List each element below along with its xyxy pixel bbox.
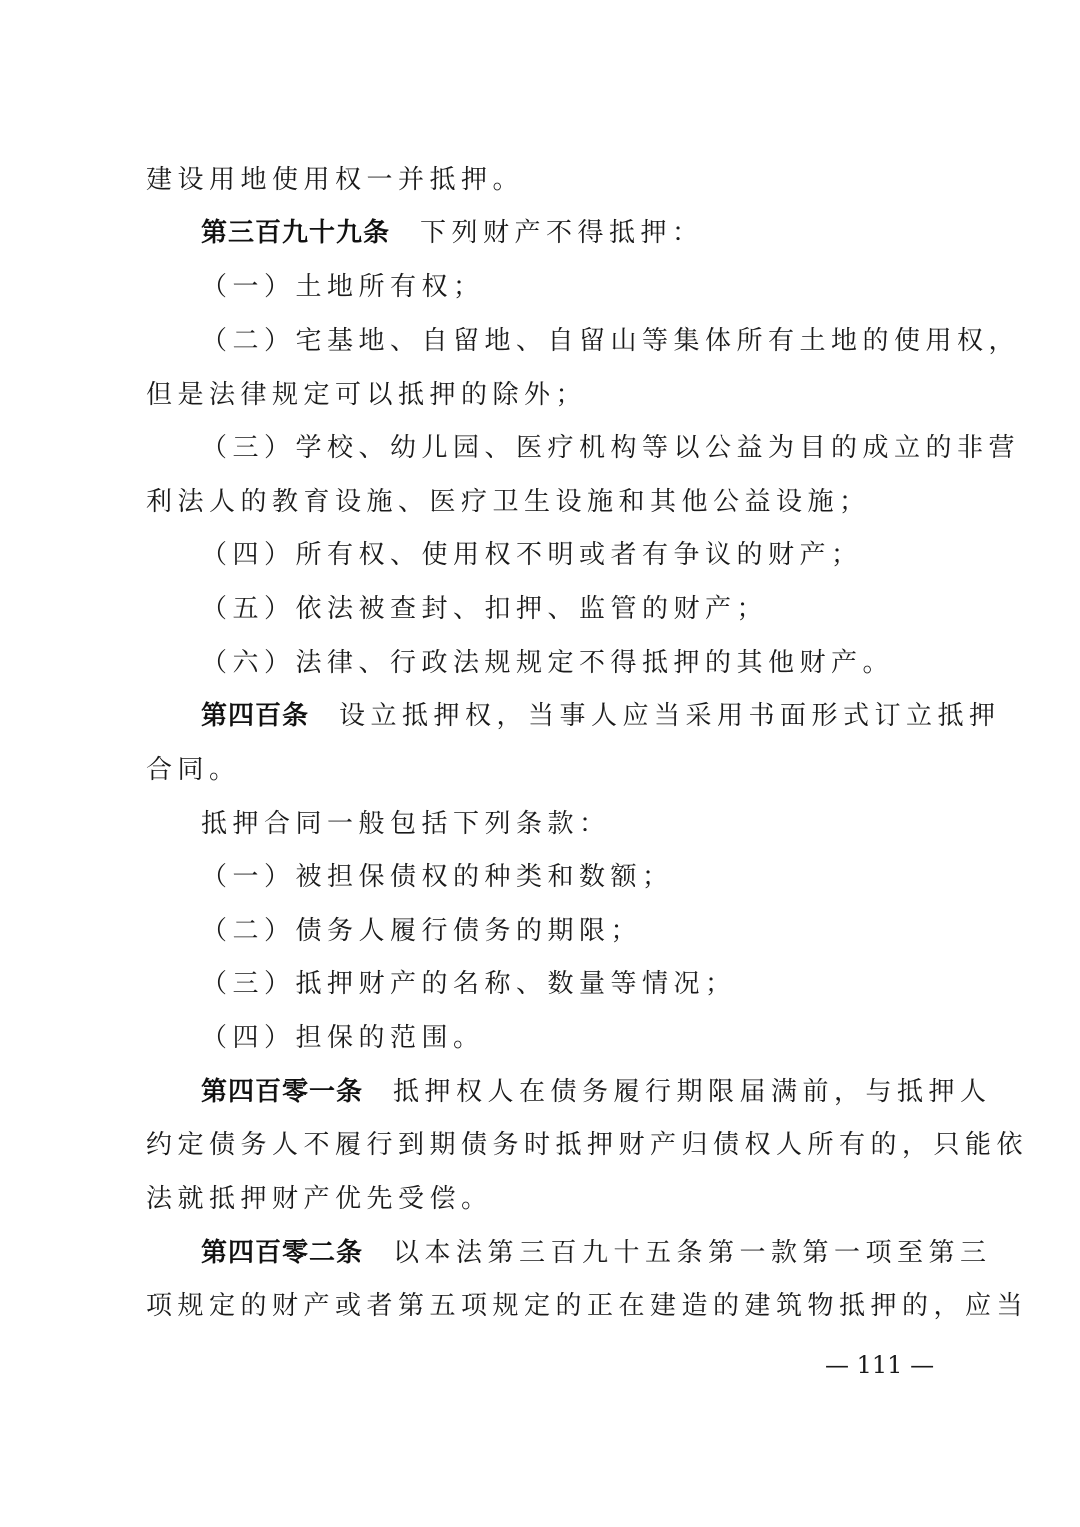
line-text: 但是法律规定可以抵押的除外；	[146, 380, 588, 410]
article-line	[201, 689, 1001, 743]
line-text: 项规定的财产或者第五项规定的正在建造的建筑物抵押的，应当	[146, 1291, 1029, 1321]
text-line	[201, 1011, 1001, 1065]
article-line	[201, 206, 1001, 260]
line-text: 设立抵押权，当事人应当采用书面形式订立抵押	[339, 701, 1001, 731]
article-line	[201, 1226, 1001, 1280]
line-text: （三）抵押财产的名称、数量等情况；	[201, 969, 737, 999]
page-number: — 111 —	[825, 1351, 935, 1379]
text-line	[146, 368, 946, 422]
text-line	[201, 314, 1021, 368]
line-text: （四）担保的范围。	[201, 1023, 485, 1053]
line-text: （六）法律、行政法规规定不得抵押的其他财产。	[201, 648, 895, 678]
text-line	[146, 475, 946, 529]
text-line	[146, 1279, 1029, 1333]
line-text: 以本法第三百九十五条第一款第一项至第三	[393, 1238, 992, 1268]
text-line	[201, 904, 1001, 958]
text-line	[201, 582, 1001, 636]
line-text: 建设用地使用权一并抵押。	[146, 165, 525, 195]
text-line	[146, 1172, 946, 1226]
text-line	[146, 1118, 1029, 1172]
line-text: （一）被担保债权的种类和数额；	[201, 862, 674, 892]
text-line	[201, 421, 1021, 475]
line-text: 法就抵押财产优先受偿。	[146, 1184, 493, 1214]
line-text: 合同。	[146, 755, 241, 785]
line-text: 抵押权人在债务履行期限届满前，与抵押人	[393, 1077, 992, 1107]
text-line	[146, 743, 946, 797]
line-text: （四）所有权、使用权不明或者有争议的财产；	[201, 540, 863, 570]
line-text: （三）学校、幼儿园、医疗机构等以公益为目的成立的非营	[201, 433, 1021, 463]
text-line	[201, 957, 1001, 1011]
line-text: （一）土地所有权；	[201, 272, 485, 302]
line-text: 利法人的教育设施、医疗卫生设施和其他公益设施；	[146, 487, 871, 517]
article-heading: 第四百条	[201, 701, 310, 731]
text-line	[201, 636, 1001, 690]
text-line	[201, 797, 1001, 851]
text-line	[201, 260, 1001, 314]
line-text: （二）债务人履行债务的期限；	[201, 916, 643, 946]
line-text: （二）宅基地、自留地、自留山等集体所有土地的使用权，	[201, 326, 1021, 356]
line-text: 下列财产不得抵押：	[420, 218, 704, 248]
line-text: （五）依法被查封、扣押、监管的财产；	[201, 594, 769, 624]
article-heading: 第四百零一条	[201, 1077, 364, 1107]
text-line	[201, 528, 1001, 582]
line-text: 抵押合同一般包括下列条款：	[201, 809, 611, 839]
line-text: 约定债务人不履行到期债务时抵押财产归债权人所有的，只能依	[146, 1130, 1029, 1160]
article-heading: 第四百零二条	[201, 1238, 364, 1268]
text-line	[146, 153, 946, 207]
text-line	[201, 850, 1001, 904]
article-line	[201, 1065, 1001, 1119]
article-heading: 第三百九十九条	[201, 218, 391, 248]
